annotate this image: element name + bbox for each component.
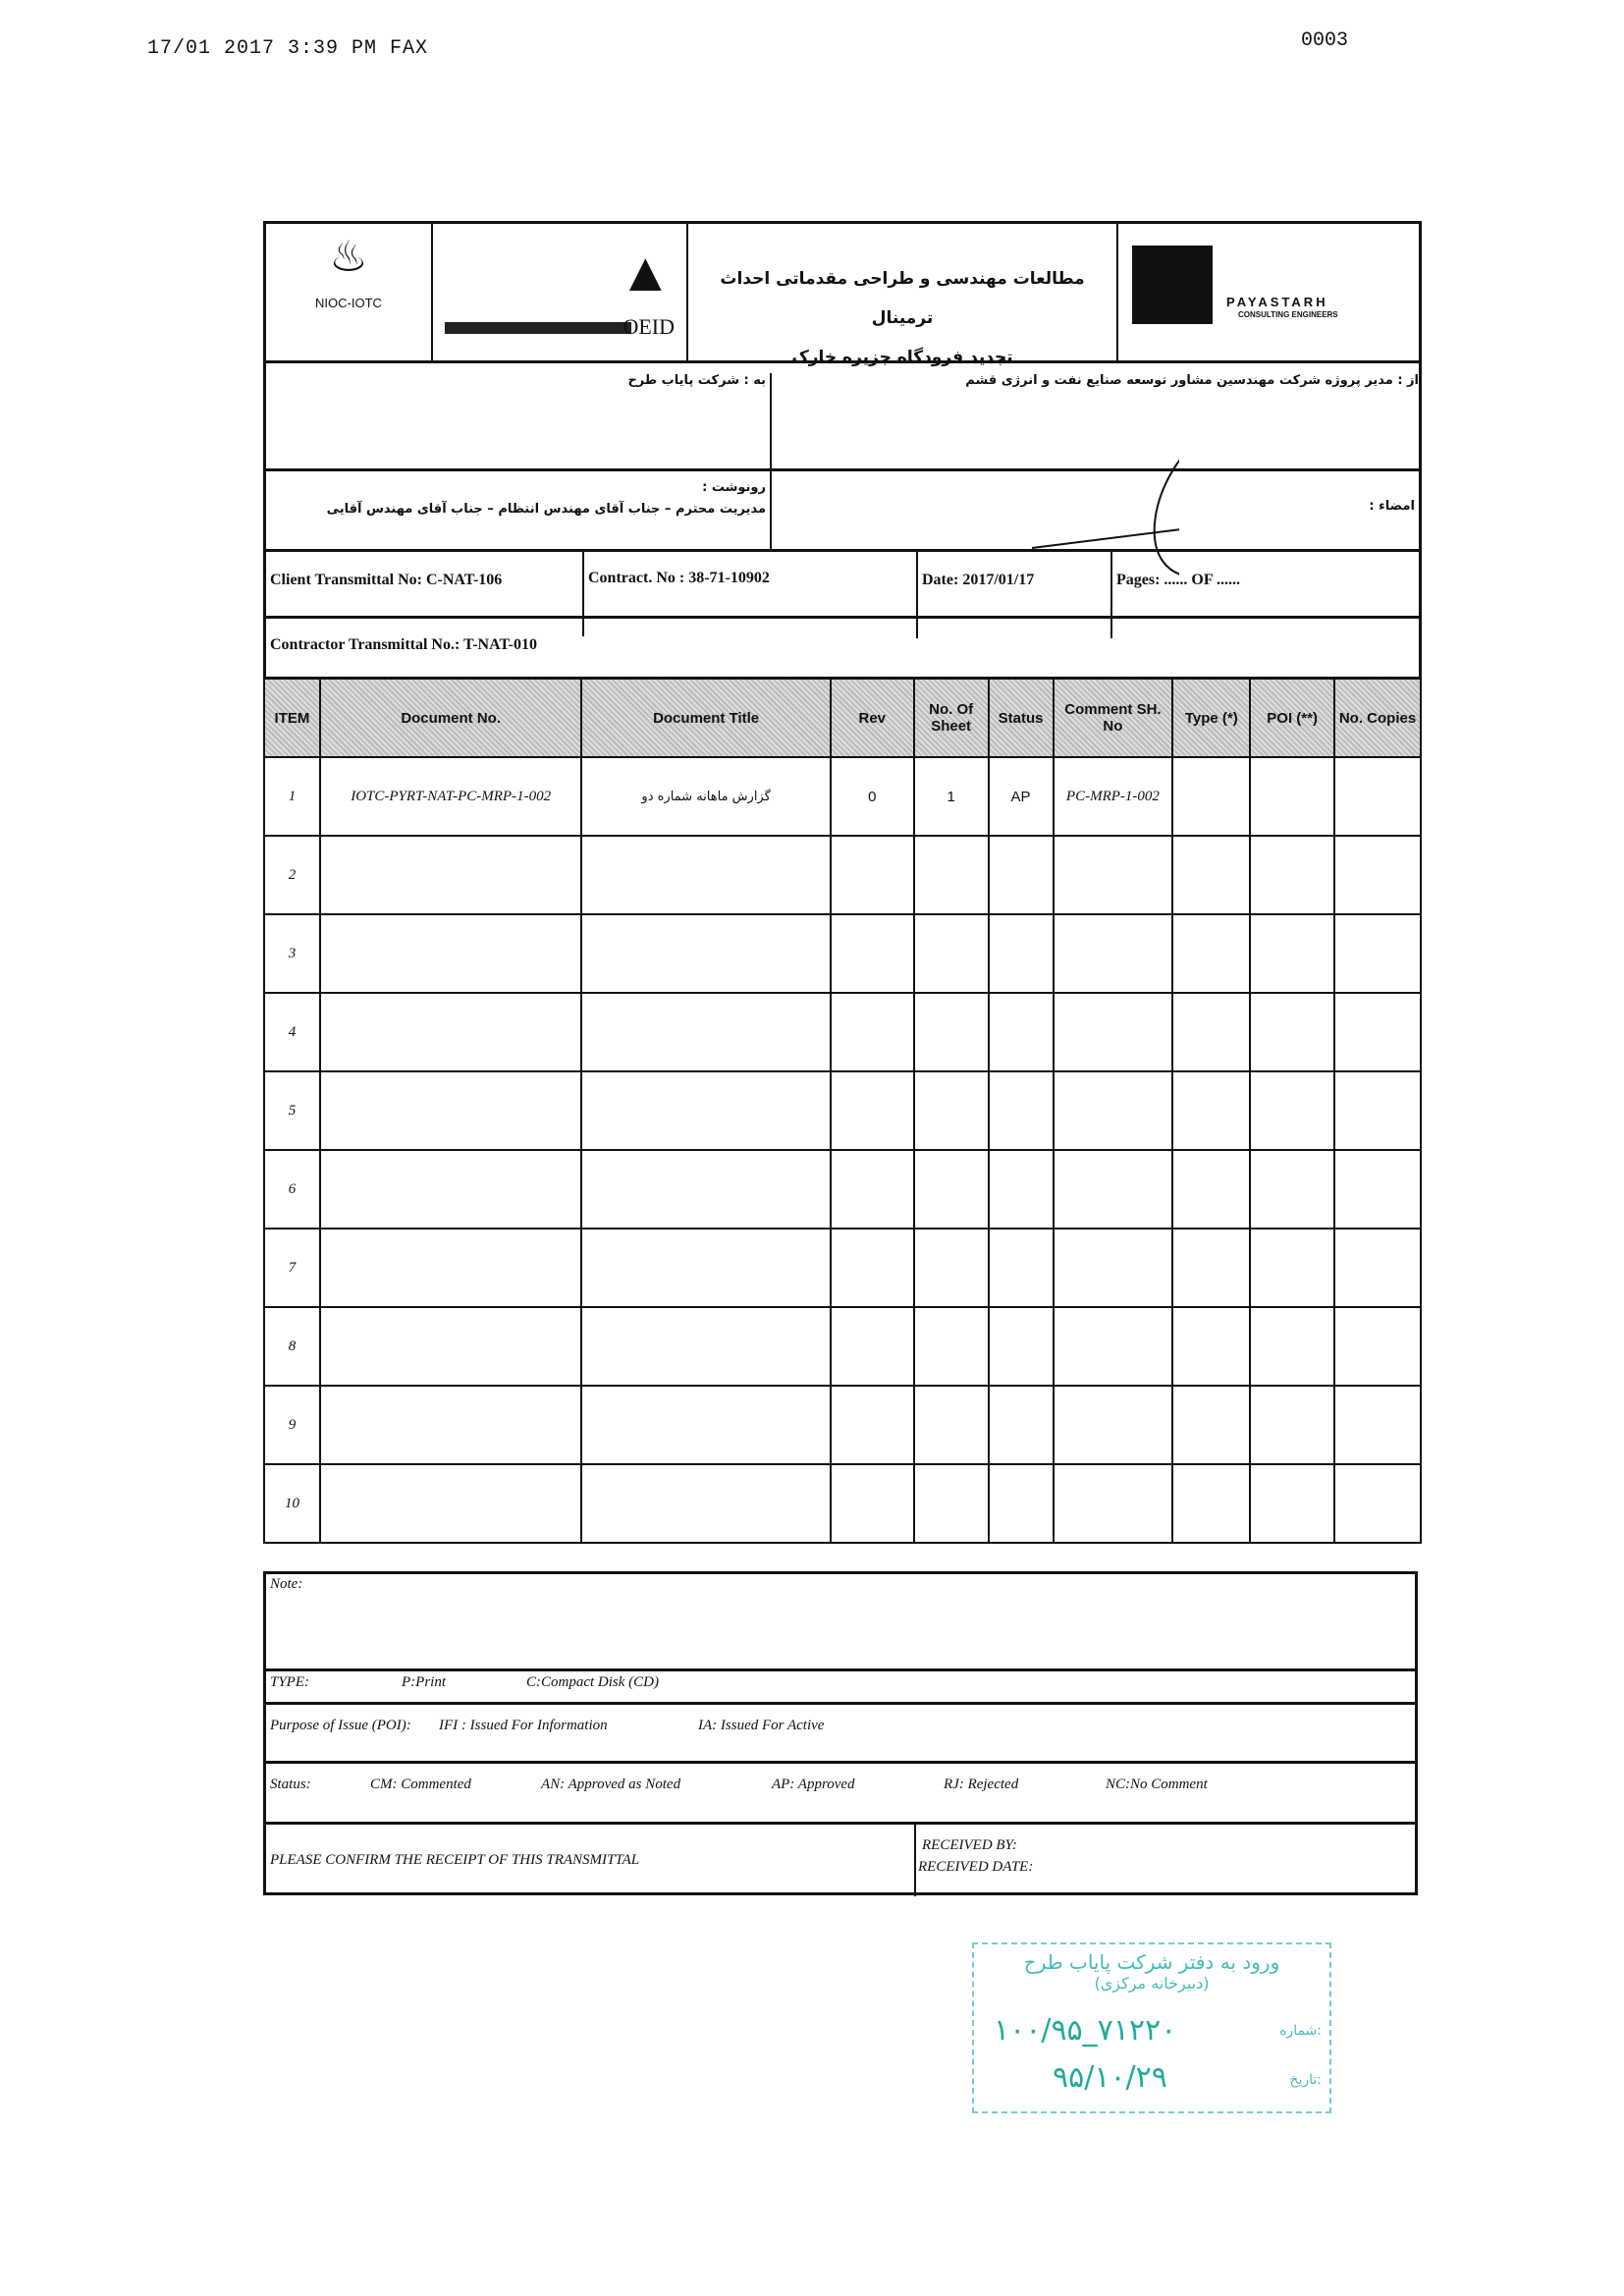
table-cell [1172, 1229, 1250, 1307]
col-status: Status [989, 679, 1054, 757]
nioc-logo: ♨ NIOC-IOTC [266, 224, 433, 360]
table-cell [1054, 1307, 1173, 1386]
table-cell [831, 1464, 914, 1543]
table-cell [1172, 1307, 1250, 1386]
status-ap: AP: Approved [772, 1777, 855, 1792]
table-cell [914, 914, 989, 993]
received-by: RECEIVED BY: [922, 1837, 1017, 1853]
table-cell [831, 1307, 914, 1386]
table-cell [1054, 1229, 1173, 1307]
transmittal-date: Date: 2017/01/17 [916, 550, 1038, 638]
status-label: Status: [270, 1777, 311, 1792]
table-cell [1334, 1071, 1421, 1150]
table-cell [1172, 757, 1250, 836]
table-cell [1054, 914, 1173, 993]
table-cell: IOTC-PYRT-NAT-PC-MRP-1-002 [320, 757, 581, 836]
table-cell [914, 1464, 989, 1543]
table-cell [320, 836, 581, 914]
table-cell [989, 1229, 1054, 1307]
table-cell [1250, 1307, 1334, 1386]
table-cell: 8 [264, 1307, 320, 1386]
legend-box [263, 1571, 1418, 1895]
table-cell [989, 836, 1054, 914]
pages-count: Pages: ...... OF ...... [1110, 550, 1244, 638]
type-print: P:Print [402, 1674, 446, 1690]
table-cell [989, 1386, 1054, 1464]
poi-label: Purpose of Issue (POI): [270, 1718, 411, 1733]
table-cell [1250, 993, 1334, 1071]
to-field: به : شرکت پایاب طرح [266, 373, 772, 469]
table-cell [914, 1386, 989, 1464]
table-cell [1334, 836, 1421, 914]
table-cell [1250, 1229, 1334, 1307]
col-poi: POI (**) [1250, 679, 1334, 757]
table-cell [1172, 1464, 1250, 1543]
table-cell [1250, 1386, 1334, 1464]
oeid-logo: ▲ OEID [433, 224, 688, 360]
table-cell [1250, 1071, 1334, 1150]
col-document-title: Document Title [581, 679, 830, 757]
poi-ia: IA: Issued For Active [698, 1718, 825, 1733]
table-cell: گزارش ماهانه شماره دو [581, 757, 830, 836]
table-row [264, 1307, 1421, 1386]
client-transmittal-no: Client Transmittal No: C-NAT-106 [270, 572, 503, 588]
table-cell [581, 836, 830, 914]
table-cell [989, 914, 1054, 993]
table-cell: 1 [914, 757, 989, 836]
table-cell [914, 1307, 989, 1386]
transmittal-info-row [263, 550, 1422, 619]
col-rev: Rev [831, 679, 914, 757]
flame-logo-icon: ♨ [329, 233, 368, 281]
table-cell: 0 [831, 757, 914, 836]
payastarh-logo: PAYASTARH CONSULTING ENGINEERS [1118, 224, 1419, 360]
table-cell: 5 [264, 1071, 320, 1150]
table-cell [1172, 836, 1250, 914]
table-cell [914, 1071, 989, 1150]
table-cell [1172, 993, 1250, 1071]
table-cell: 3 [264, 914, 320, 993]
table-cell [320, 1464, 581, 1543]
table-cell: 9 [264, 1386, 320, 1464]
table-cell [1054, 1071, 1173, 1150]
table-cell [1334, 1464, 1421, 1543]
table-header-row [264, 679, 1421, 757]
table-cell [320, 993, 581, 1071]
received-stamp: ورود به دفتر شرکت پایاب طرح (دبیرخانه مرکزی) شماره: ۱۰۰/۹۵_۷۱۲۲۰ تاریخ: ۹۵/۱۰/۲۹ [972, 1942, 1331, 2113]
table-cell: 6 [264, 1150, 320, 1229]
table-cell [1054, 1386, 1173, 1464]
table-cell [831, 1071, 914, 1150]
fax-header: 17/01 2017 3:39 PM FAX [147, 37, 429, 60]
table-cell [914, 1150, 989, 1229]
table-cell [1250, 914, 1334, 993]
table-cell [1172, 1386, 1250, 1464]
col-type: Type (*) [1172, 679, 1250, 757]
type-label: TYPE: [270, 1674, 310, 1690]
table-cell [989, 1150, 1054, 1229]
table-cell [831, 914, 914, 993]
table-cell [581, 914, 830, 993]
table-cell [320, 1229, 581, 1307]
table-cell [1054, 1150, 1173, 1229]
table-cell [914, 836, 989, 914]
col-copies: No. Copies [1334, 679, 1421, 757]
oeid-triangle-icon: ▲ [618, 243, 673, 303]
from-field: از : مدیر پروژه شرکت مهندسین مشاور توسعه صنایع نفت و انرژی قشم [965, 373, 1419, 388]
contract-no: Contract. No : 38-71-10902 [582, 550, 774, 636]
table-cell [320, 1150, 581, 1229]
table-cell: PC-MRP-1-002 [1054, 757, 1173, 836]
table-cell [1334, 1229, 1421, 1307]
table-cell [1250, 1150, 1334, 1229]
col-comment-sheet: Comment SH. No [1054, 679, 1173, 757]
table-cell [1250, 757, 1334, 836]
col-item: ITEM [264, 679, 320, 757]
table-cell: 7 [264, 1229, 320, 1307]
table-cell [989, 993, 1054, 1071]
table-cell [831, 1386, 914, 1464]
table-cell [1172, 914, 1250, 993]
table-cell [831, 1150, 914, 1229]
table-row [264, 1071, 1421, 1150]
letterhead [263, 221, 1422, 367]
table-cell [1334, 1150, 1421, 1229]
table-cell [581, 1307, 830, 1386]
table-cell [581, 1464, 830, 1543]
table-cell [1250, 836, 1334, 914]
table-cell: AP [989, 757, 1054, 836]
status-cm: CM: Commented [370, 1777, 471, 1792]
table-cell [1334, 993, 1421, 1071]
table-cell [831, 836, 914, 914]
table-row [264, 1150, 1421, 1229]
table-cell [1054, 836, 1173, 914]
table-cell [1334, 914, 1421, 993]
table-cell [320, 1307, 581, 1386]
table-cell [831, 993, 914, 1071]
cc-label: رونوشت : [702, 480, 766, 495]
table-cell [1334, 757, 1421, 836]
table-cell [581, 1386, 830, 1464]
table-cell [914, 1229, 989, 1307]
fax-page-number: 0003 [1301, 29, 1349, 52]
table-cell [1250, 1464, 1334, 1543]
table-cell [581, 1071, 830, 1150]
table-cell [320, 1386, 581, 1464]
table-cell [1054, 1464, 1173, 1543]
table-cell [581, 1229, 830, 1307]
table-cell [1334, 1307, 1421, 1386]
table-cell: 4 [264, 993, 320, 1071]
cc-row [263, 469, 1422, 552]
table-cell [320, 914, 581, 993]
table-cell [1172, 1150, 1250, 1229]
table-cell [989, 1307, 1054, 1386]
table-cell [1054, 993, 1173, 1071]
table-cell [989, 1071, 1054, 1150]
status-rj: RJ: Rejected [944, 1777, 1019, 1792]
table-cell [989, 1464, 1054, 1543]
table-row [264, 914, 1421, 993]
project-title: مطالعات مهندسی و طراحی مقدماتی احداث ترمینال تجدید فرودگاه جزیره خارک [688, 224, 1118, 360]
table-row [264, 836, 1421, 914]
table-cell [831, 1229, 914, 1307]
table-cell: 1 [264, 757, 320, 836]
table-row [264, 1229, 1421, 1307]
confirm-receipt-text: PLEASE CONFIRM THE RECEIPT OF THIS TRANSMITTAL [270, 1852, 640, 1868]
table-cell [581, 1150, 830, 1229]
table-row [264, 757, 1421, 836]
poi-ifi: IFI : Issued For Information [439, 1718, 608, 1733]
col-sheets: No. Of Sheet [914, 679, 989, 757]
table-row [264, 993, 1421, 1071]
cc-value: مدیریت محترم – جناب آقای مهندس انتظام – جناب آقای مهندس آقایی [326, 502, 766, 517]
table-cell [581, 993, 830, 1071]
received-date: RECEIVED DATE: [918, 1859, 1034, 1875]
documents-table [263, 678, 1422, 1544]
status-nc: NC:No Comment [1106, 1777, 1208, 1792]
table-cell [320, 1071, 581, 1150]
table-cell [1172, 1071, 1250, 1150]
table-cell [1334, 1386, 1421, 1464]
table-cell: 2 [264, 836, 320, 914]
table-row [264, 1386, 1421, 1464]
note-label: Note: [270, 1576, 303, 1592]
table-cell [914, 993, 989, 1071]
table-row [264, 1464, 1421, 1543]
table-cell: 10 [264, 1464, 320, 1543]
signature-label: امضاء : [1369, 499, 1415, 514]
status-an: AN: Approved as Noted [541, 1777, 681, 1792]
contractor-transmittal-no: Contractor Transmittal No.: T-NAT-010 [263, 617, 1422, 680]
col-document-no: Document No. [320, 679, 581, 757]
type-cd: C:Compact Disk (CD) [526, 1674, 659, 1690]
